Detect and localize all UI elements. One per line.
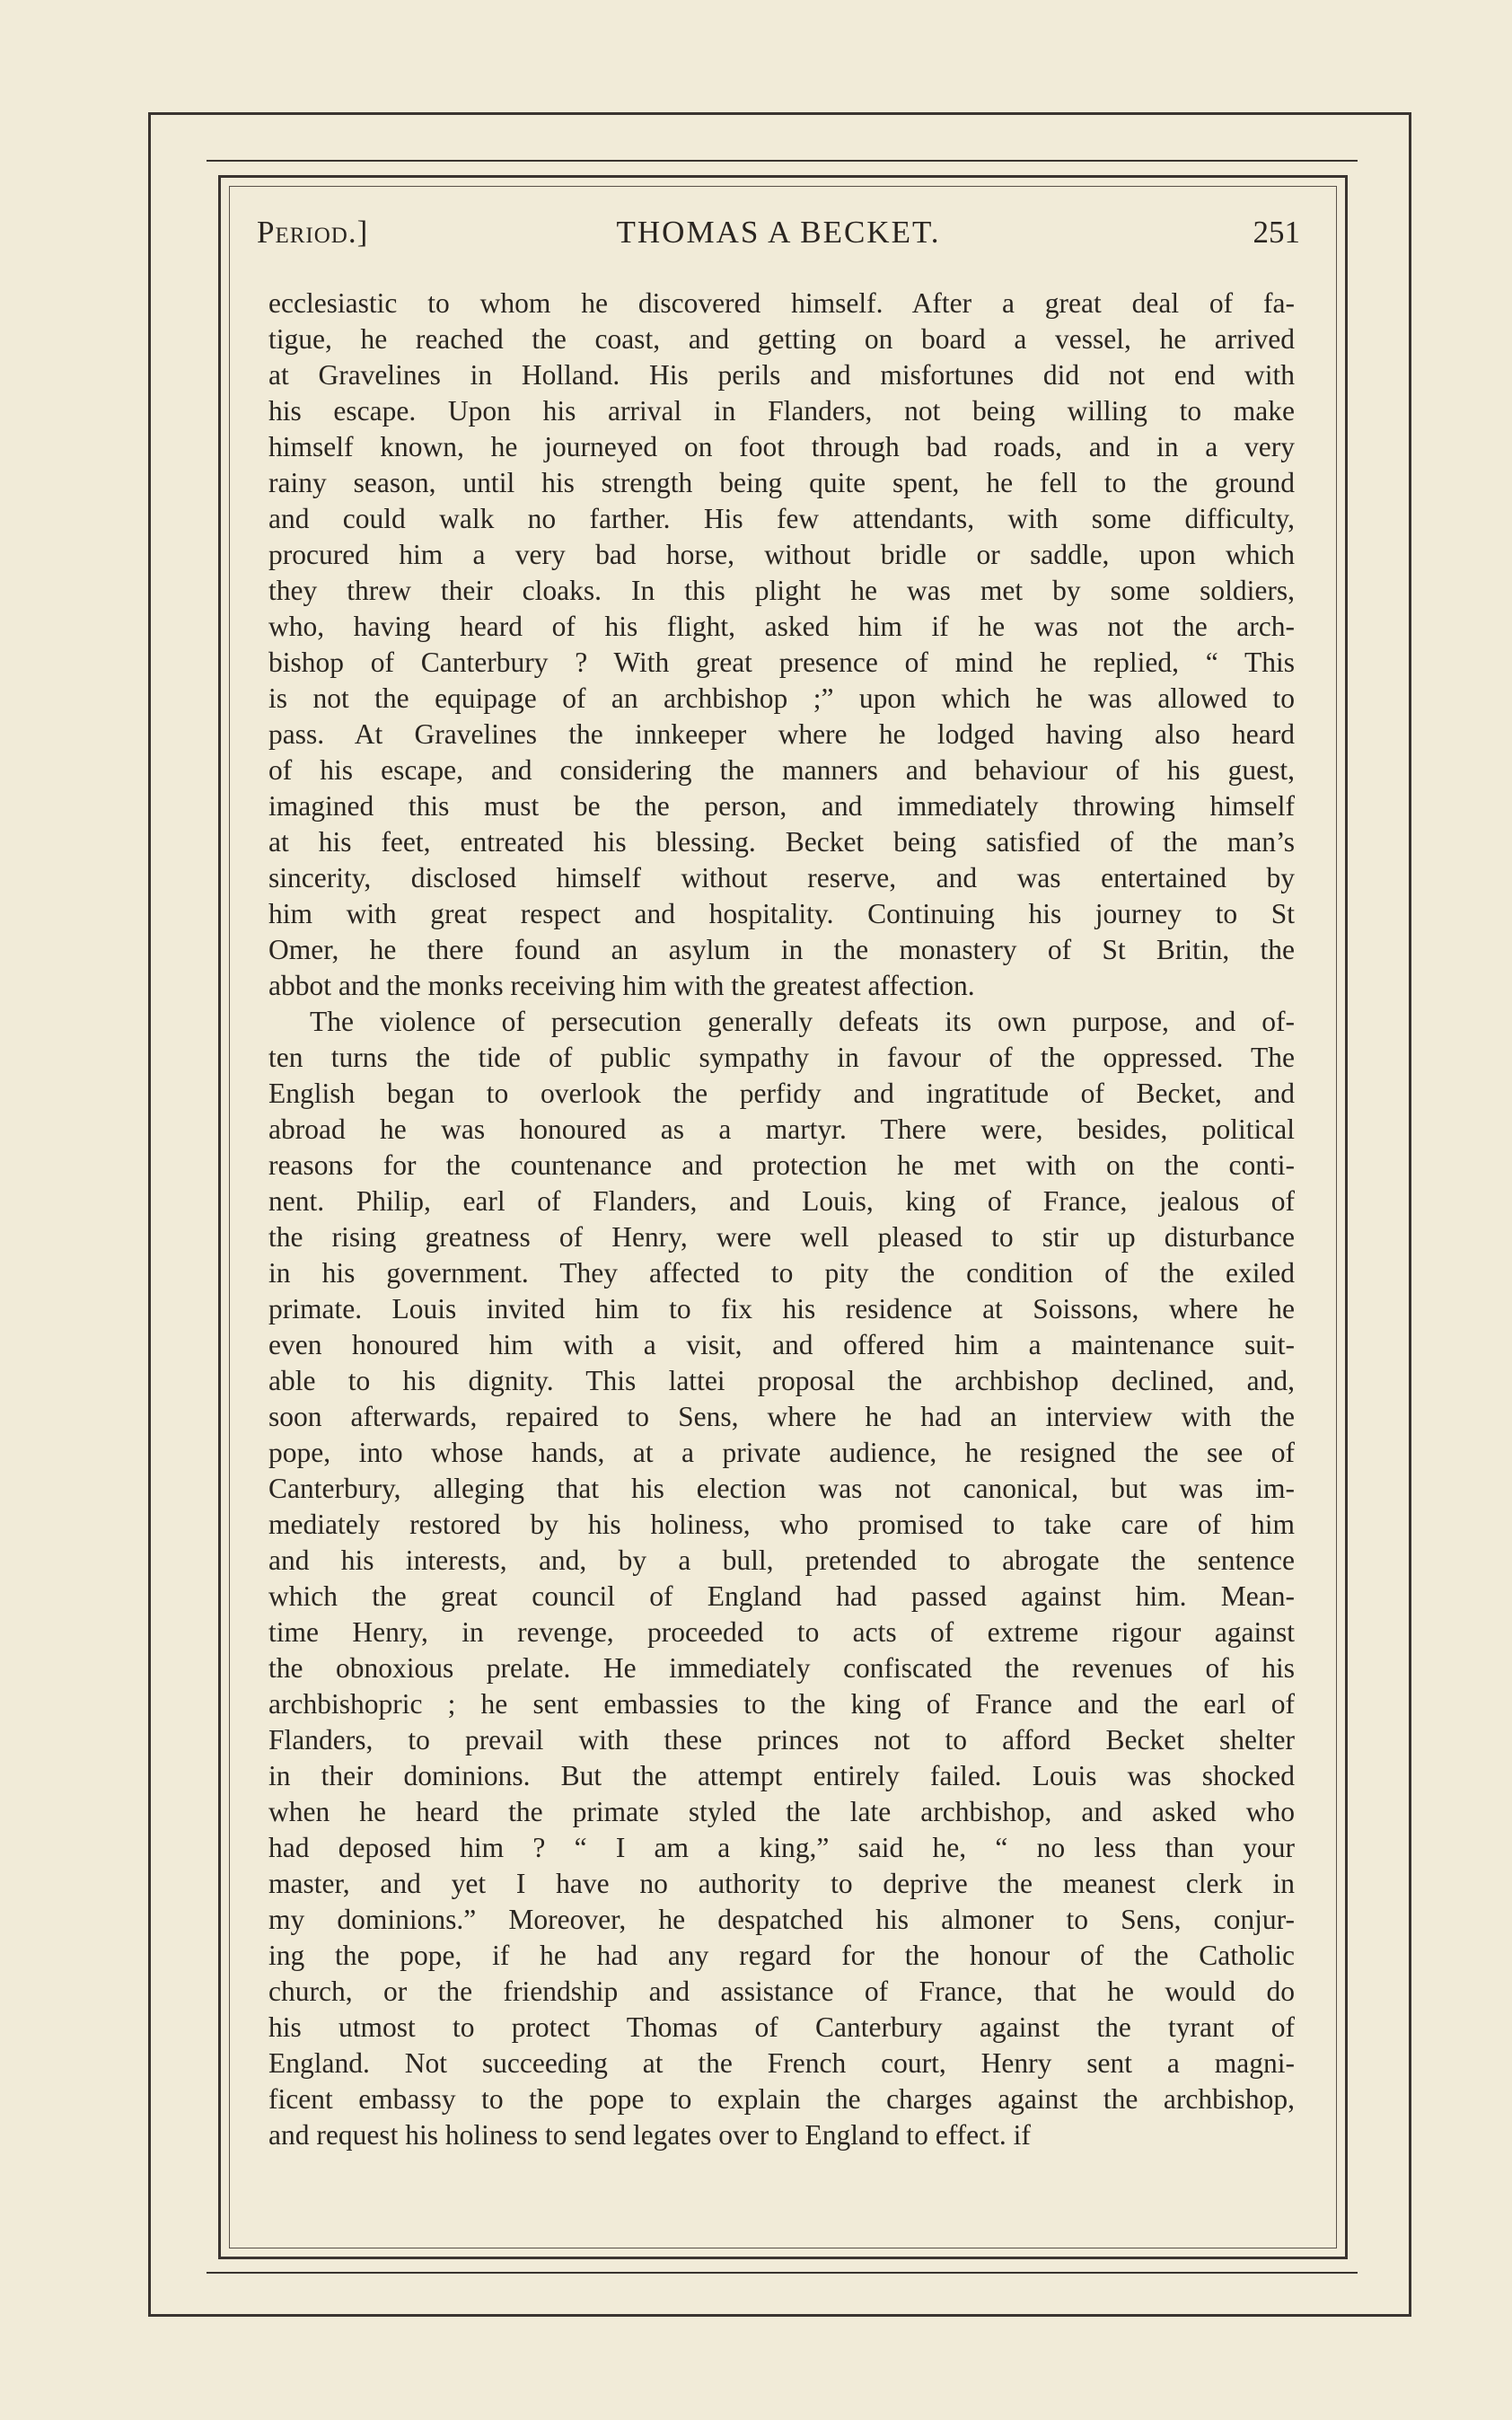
text-line: himself known, he journeyed on foot through bad roads, and in a very: [268, 431, 1295, 462]
bottom-rule: [207, 2272, 1358, 2274]
text-line: Omer, he there found an asylum in the monastery of St Britin, the: [268, 934, 1295, 965]
text-line: and his interests, and, by a bull, pretended to abrogate the sentence: [268, 1544, 1295, 1576]
text-line: is not the equipage of an archbishop ;” upon which he was allowed to: [268, 682, 1295, 714]
text-line: able to his dignity. This lattei proposal the archbishop declined, and,: [268, 1365, 1295, 1396]
paragraph: [268, 1004, 1295, 2153]
text-line: the obnoxious prelate. He immediately confiscated the revenues of his: [268, 1652, 1295, 1684]
text-line: at Gravelines in Holland. His perils and misfortunes did not end with: [268, 359, 1295, 391]
text-line: nent. Philip, earl of Flanders, and Louis, king of France, jealous of: [268, 1185, 1295, 1217]
page-number: 251: [1253, 215, 1300, 250]
running-head: [257, 210, 1300, 255]
text-line: even honoured him with a visit, and offered him a maintenance suit-: [268, 1329, 1295, 1360]
text-line: at his feet, entreated his blessing. Becket being satisfied of the man’s: [268, 826, 1295, 858]
text-line: archbishopric ; he sent embassies to the king of France and the earl of: [268, 1688, 1295, 1720]
text-line: ficent embassy to the pope to explain the charges against the archbishop,: [268, 2083, 1295, 2115]
text-line: sincerity, disclosed himself without reserve, and was entertained by: [268, 862, 1295, 893]
text-line: England. Not succeeding at the French court, Henry sent a magni-: [268, 2047, 1295, 2079]
text-line: soon afterwards, repaired to Sens, where he had an interview with the: [268, 1401, 1295, 1432]
text-line: the rising greatness of Henry, were well pleased to stir up disturbance: [268, 1221, 1295, 1253]
text-line: and request his holiness to send legates over to England to effect. if: [268, 2119, 1031, 2151]
text-line: ecclesiastic to whom he discovered himself. After a great deal of fa-: [268, 287, 1295, 319]
text-line: his escape. Upon his arrival in Flanders, not being willing to make: [268, 395, 1295, 427]
text-line: reasons for the countenance and protection he met with on the conti-: [268, 1149, 1295, 1181]
paragraph: [268, 286, 1295, 1004]
text-line: of his escape, and considering the manners and behaviour of his guest,: [268, 754, 1295, 786]
text-line: which the great council of England had passed against him. Mean-: [268, 1580, 1295, 1612]
body-text: [268, 286, 1295, 2153]
text-line: in their dominions. But the attempt entirely failed. Louis was shocked: [268, 1760, 1295, 1791]
running-head-period: Period.]: [257, 215, 369, 250]
text-line: Canterbury, alleging that his election was not canonical, but was im-: [268, 1473, 1295, 1504]
text-line: English began to overlook the perfidy and ingratitude of Becket, and: [268, 1078, 1295, 1109]
text-line: who, having heard of his flight, asked him if he was not the arch-: [268, 611, 1295, 642]
text-line: when he heard the primate styled the late archbishop, and asked who: [268, 1796, 1295, 1827]
text-line: imagined this must be the person, and immediately throwing himself: [268, 790, 1295, 822]
text-line: my dominions.” Moreover, he despatched his almoner to Sens, conjur-: [268, 1904, 1295, 1935]
text-line: they threw their cloaks. In this plight he was met by some soldiers,: [268, 575, 1295, 606]
text-line: in his government. They affected to pity the condition of the exiled: [268, 1257, 1295, 1289]
text-line: tigue, he reached the coast, and getting on board a vessel, he arrived: [268, 323, 1295, 355]
text-line: had deposed him ? “ I am a king,” said he, “ no less than your: [268, 1832, 1295, 1863]
text-line: procured him a very bad horse, without bridle or saddle, upon which: [268, 539, 1295, 570]
text-line: pass. At Gravelines the innkeeper where he lodged having also heard: [268, 718, 1295, 750]
text-line: bishop of Canterbury ? With great presence of mind he replied, “ This: [268, 647, 1295, 678]
text-line: his utmost to protect Thomas of Canterbury against the tyrant of: [268, 2011, 1295, 2043]
text-line: primate. Louis invited him to fix his residence at Soissons, where he: [268, 1293, 1295, 1324]
text-line: pope, into whose hands, at a private audience, he resigned the see of: [268, 1437, 1295, 1468]
text-line: abbot and the monks receiving him with the greatest affection.: [268, 970, 975, 1001]
text-line: him with great respect and hospitality. Continuing his journey to St: [268, 898, 1295, 929]
text-line: master, and yet I have no authority to deprive the meanest clerk in: [268, 1868, 1295, 1899]
text-line: and could walk no farther. His few attendants, with some difficulty,: [268, 503, 1295, 534]
text-line: church, or the friendship and assistance of France, that he would do: [268, 1976, 1295, 2007]
text-line: rainy season, until his strength being quite spent, he fell to the ground: [268, 467, 1295, 498]
running-head-title: THOMAS A BECKET.: [616, 215, 941, 250]
text-line: abroad he was honoured as a martyr. There were, besides, political: [268, 1113, 1295, 1145]
text-line: Flanders, to prevail with these princes not to afford Becket shelter: [268, 1724, 1295, 1756]
top-rule: [207, 160, 1358, 162]
text-line: The violence of persecution generally defeats its own purpose, and of-: [310, 1006, 1295, 1037]
text-line: mediately restored by his holiness, who promised to take care of him: [268, 1509, 1295, 1540]
text-line: ten turns the tide of public sympathy in favour of the oppressed. The: [268, 1042, 1295, 1073]
text-line: ing the pope, if he had any regard for the honour of the Catholic: [268, 1940, 1295, 1971]
text-line: time Henry, in revenge, proceeded to acts of extreme rigour against: [268, 1616, 1295, 1648]
